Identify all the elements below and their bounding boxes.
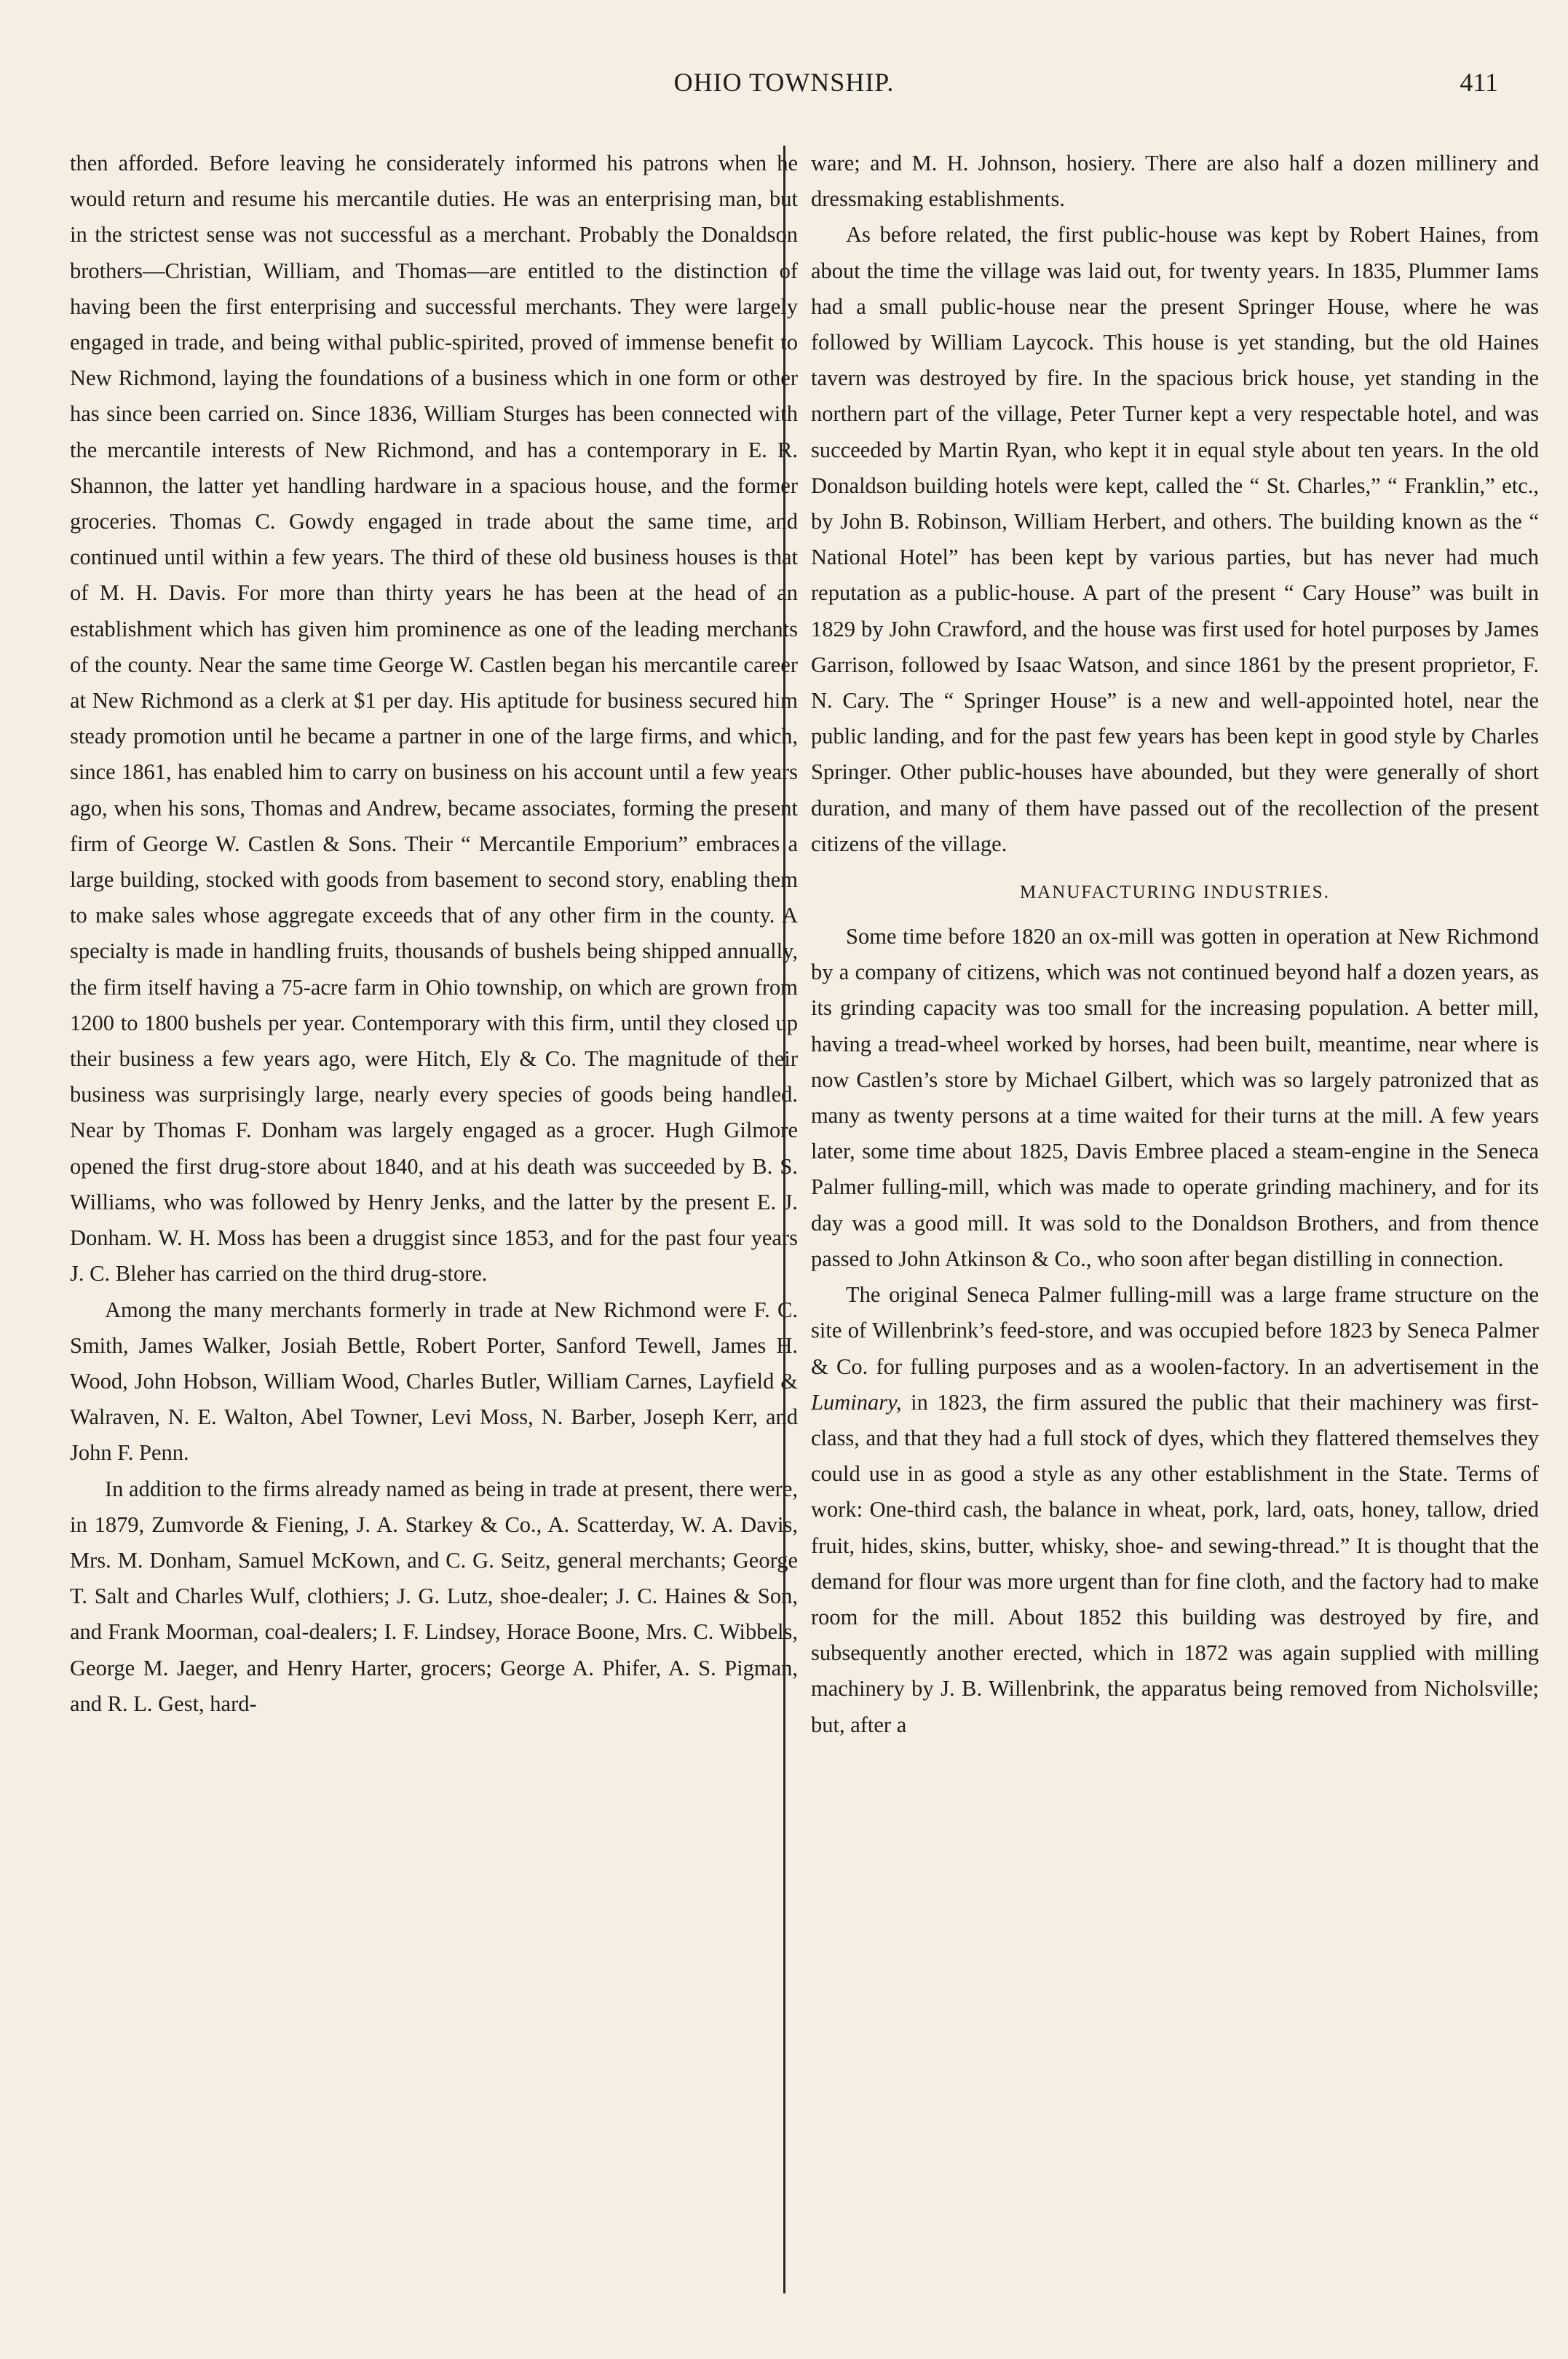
section-heading: MANUFACTURING INDUSTRIES. (1020, 882, 1330, 903)
italic-title: Luminary, (811, 1389, 902, 1415)
page-header (0, 67, 1568, 111)
paragraph (811, 1277, 1539, 1743)
paragraph: then afforded. Before leaving he considerately informed his patrons when he would return and resume his mercantile duties. He was an enterprising man, but in the strictest sense was not successful as a merchant. Probably the Donaldson brothers—Christian, William, and Thomas—are entitled to the distinction of having been the first enterprising and successful merchants. They were largely engaged in trade, and being withal public-spirited, proved of immense benefit to New Richmond, laying the foundations of a business which in one form or other has since been carried on. Since 1836, William Sturges has been connected with the mercantile interests of New Richmond, and has a contemporary in E. R. Shannon, the latter yet handling hardware in a spacious house, and the former groceries. Thomas C. Gowdy engaged in trade about the same time, and continued until within a few years. The third of these old business houses is that of M. H. Davis. For more than thirty years he has been at the head of an establishment which has given him prominence as one of the leading merchants of the county. Near the same time George W. Castlen began his mercantile career at New Richmond as a clerk at $1 per day. His aptitude for business secured him steady promotion until he became a partner in one of the large firms, and which, since 1861, has enabled him to carry on business on his account until a few years ago, when his sons, Thomas and Andrew, became associates, forming the present firm of George W. Castlen & Sons. Their “ Mercantile Emporium” embraces a large building, stocked with goods from basement to second story, enabling them to make sales whose aggregate exceeds that of any other firm in the county. A specialty is made in handling fruits, thousands of bushels being shipped annually, the firm itself having a 75-acre farm in Ohio township, on which are grown from 1200 to 1800 bushels per year. Contemporary with this firm, until they closed up their business a few years ago, were Hitch, Ely & Co. The magnitude of their business was surprisingly large, nearly every species of goods being handled. Near by Thomas F. Donham was largely engaged as a grocer. Hugh Gilmore opened the first drug-store about 1840, and at his death was succeeded by B. S. Williams, who was followed by Henry Jenks, and the latter by the present E. J. Donham. W. H. Moss has been a druggist since 1853, and for the past four years J. C. Bleher has carried on the third drug-store. (70, 151, 798, 1287)
paragraph: In addition to the firms already named as being in trade at present, there were, in 1879, Zumvorde & Fiening, J. A. Starkey & Co., A. Scatterday, W. A. Davis, Mrs. M. Donham, Samuel McKown, and C. G. Seitz, general merchants; George T. Salt and Charles Wulf, clothiers; J. G. Lutz, shoe-dealer; J. C. Haines & Son, and Frank Moorman, coal-dealers; I. F. Lindsey, Horace Boone, Mrs. C. Wibbels, George M. Jaeger, and Henry Harter, grocers; George A. Phifer, A. S. Pigman, and R. L. Gest, hard- (70, 1476, 798, 1716)
running-title: OHIO TOWNSHIP. (673, 68, 895, 97)
paragraph: Some time before 1820 an ox-mill was gotten in operation at New Richmond by a company of citizens, which was not continued beyond half a dozen years, as its grinding capacity was too small for the increasing population. A better mill, having a tread-wheel worked by horses, had been built, meantime, near where is now Castlen’s store by Michael Gilbert, which was so largely patronized that as many as twenty persons at a time waited for their turns at the mill. A few years later, some time about 1825, Davis Embree placed a steam-engine in the Seneca Palmer fulling-mill, which was made to operate grinding machinery, and for its day was a good mill. It was sold to the Donaldson Brothers, and from thence passed to John Atkinson & Co., who soon after began distilling in connection. (811, 924, 1539, 1271)
paragraph-text: The original Seneca Palmer fulling-mill was a large frame structure on the site of Willenbrink’s feed-store, and was occupied before 1823 by Seneca Palmer & Co. for fulling purposes and as a woolen-factory. In an advertisement in the (811, 1282, 1539, 1379)
paragraph-text: in 1823, the firm assured the public that their machinery was first-class, and that they had a full stock of dyes, which they flattered themselves they could use in as good a style as any other establishment in the State. Terms of work: One-third cash, the balance in wheat, pork, lard, oats, honey, tallow, dried fruit, hides, skins, butter, whisky, shoe- and sewing-thread.” It is thought that the demand for flour was more urgent than for fine cloth, and the factory had to make room for the mill. About 1852 this building was destroyed by fire, and subsequently another erected, which in 1872 was again supplied with milling machinery by J. B. Willenbrink, the apparatus being removed from Nicholsville; but, after a (811, 1389, 1539, 1737)
paragraph: Among the many merchants formerly in trade at New Richmond were F. C. Smith, James Walker, Josiah Bettle, Robert Porter, Sanford Tewell, James H. Wood, John Hobson, William Wood, Charles Butler, William Carnes, Layfield & Walraven, N. E. Walton, Abel Towner, Levi Moss, N. Barber, Joseph Kerr, and John F. Penn. (70, 1297, 798, 1466)
page-number: 411 (1460, 68, 1498, 97)
paragraph: ware; and M. H. Johnson, hosiery. There are also half a dozen millinery and dressmaking establishments. (811, 151, 1539, 212)
left-column (70, 146, 798, 1722)
paragraph: As before related, the first public-house was kept by Robert Haines, from about the time the village was laid out, for twenty years. In 1835, Plummer Iams had a small public-house near the present Springer House, where he was followed by William Laycock. This house is yet standing, but the old Haines tavern was destroyed by fire. In the spacious brick house, yet standing in the northern part of the village, Peter Turner kept a very respectable hotel, and was succeeded by Martin Ryan, who kept it in equal style about ten years. In the old Donaldson building hotels were kept, called the “ St. Charles,” “ Franklin,” etc., by John B. Robinson, William Herbert, and others. The building known as the “ National Hotel” has been kept by various parties, but has never had much reputation as a public-house. A part of the present “ Cary House” was built in 1829 by John Crawford, and the house was first used for hotel purposes by James Garrison, followed by Isaac Watson, and since 1861 by the present proprietor, F. N. Cary. The “ Springer House” is a new and well-appointed hotel, near the public landing, and for the past few years has been kept in good style by Charles Springer. Other public-houses have abounded, but they were generally of short duration, and many of them have passed out of the recollection of the present citizens of the village. (811, 222, 1539, 856)
right-column (811, 146, 1539, 1743)
